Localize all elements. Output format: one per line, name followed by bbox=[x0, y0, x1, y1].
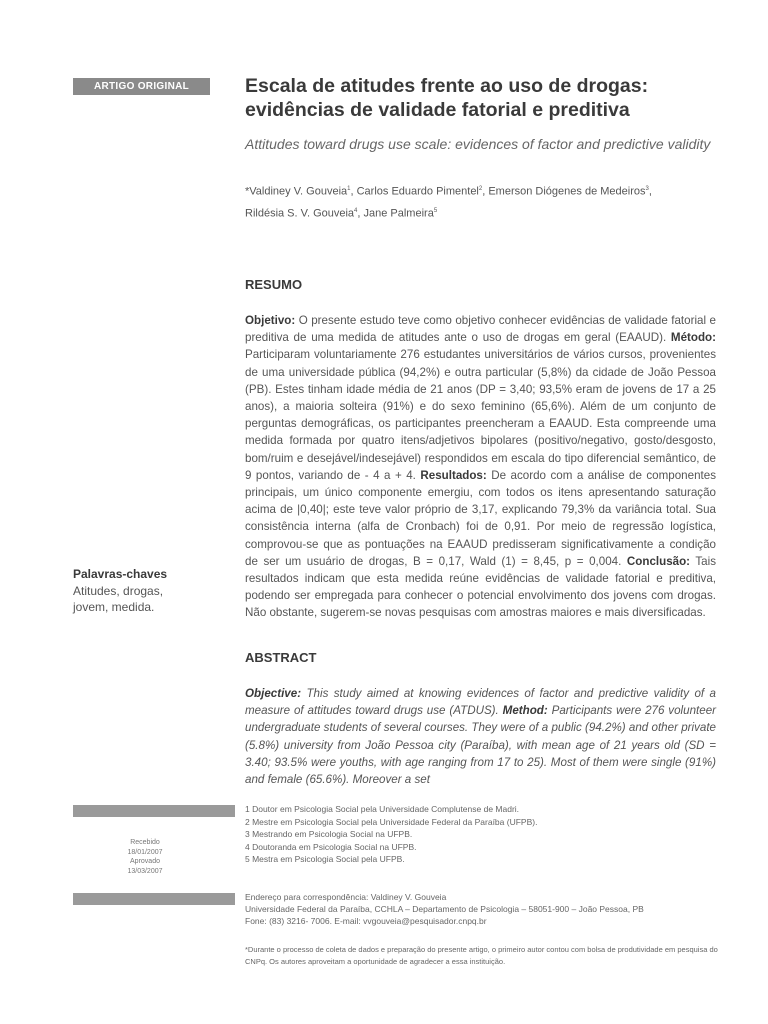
objective-text: This study aimed at knowing evidences of factor and predictive validity of a measure of attitudes toward drugs use (ATDUS). bbox=[245, 687, 716, 718]
author-1: *Valdiney V. Gouveia bbox=[245, 185, 348, 198]
footnote-3: 3 Mestrando em Psicologia Social na UFPB. bbox=[245, 829, 413, 839]
resultados-label: Resultados: bbox=[420, 468, 487, 482]
dates-block bbox=[115, 838, 175, 876]
objetivo-text: O presente estudo teve como objetivo conhecer evidências de validade fatorial e preditiva de uma medida de atitudes ante o uso de drogas em geral (EAAUD). bbox=[245, 314, 716, 345]
metodo-label: Método: bbox=[670, 331, 716, 345]
correspondence-block bbox=[245, 891, 725, 927]
metodo-text: Participaram voluntariamente 276 estudantes universitários de vários cursos, provenientes de uma universidade pública (94,2%) e outra particular (5,8%) da cidade de João Pessoa (PB). Estes tinham idade média de 21 anos (DP = 3,40; 93,5% eram de jovens de 17 a 25 anos), a maioria solteira (91%) e do sexo feminino (65,6%). Além de um conjunto de perguntas demográficas, os participantes preencheram a EAAUD. Esta compreende uma medida formada por quatro itens/adjetivos bipolares (positivo/negativo, gosto/desgosto, bom/ruim e desejável/indesejável) respondidos em escala do tipo diferencial semântico, de 9 pontos, variando de - 4 a + 4. bbox=[245, 348, 716, 482]
author-3: , Emerson Diógenes de Medeiros bbox=[482, 185, 646, 198]
approved-label: Aprovado bbox=[130, 858, 160, 865]
author-2-affil: 2 bbox=[478, 186, 483, 192]
article-type-badge: ARTIGO ORIGINAL bbox=[73, 78, 210, 95]
correspondence-line-3: Fone: (83) 3216- 7006. E-mail: vvgouveia@pesquisador.cnpq.br bbox=[245, 916, 487, 926]
footnote-1: 1 Doutor em Psicologia Social pela Universidade Complutense de Madri. bbox=[245, 804, 520, 814]
author-1-affil: 1 bbox=[347, 186, 351, 192]
resumo-heading: RESUMO bbox=[245, 277, 303, 292]
objective-label: Objective: bbox=[245, 687, 302, 700]
objetivo-label: Objetivo: bbox=[245, 314, 296, 327]
keywords-body: Atitudes, drogas, jovem, medida. bbox=[73, 584, 164, 614]
conclusao-label: Conclusão: bbox=[626, 554, 691, 568]
footnote-divider-bar bbox=[73, 805, 235, 817]
correspondence-line-1: Endereço para correspondência: Valdiney V. Gouveia bbox=[245, 892, 447, 902]
author-2: , Carlos Eduardo Pimentel bbox=[350, 185, 479, 198]
author-4: Rildésia S. V. Gouveia bbox=[245, 207, 355, 220]
author-list: *Valdiney V. Gouveia$^1$, Carlos Eduardo Pimentel$^2$, Emerson Diógenes de Medeiros$^3$, Rildésia S. V. Gouveia$^4$, Jane Palmeira$^5$ bbox=[245, 185, 652, 220]
received-date: 18/01/2007 bbox=[127, 848, 163, 856]
footnote-4: 4 Doutoranda em Psicologia Social na UFPB. bbox=[245, 841, 417, 852]
keywords-title: Palavras-chaves bbox=[73, 567, 168, 581]
received-label: Recebido bbox=[130, 839, 160, 846]
footnote-5: 5 Mestra em Psicologia Social pela UFPB. bbox=[245, 854, 405, 864]
correspondence-line-2: Universidade Federal da Paraíba, CCHLA – Departamento de Psicologia – 58051-900 – João Pessoa, PB bbox=[245, 904, 644, 914]
abstract-body bbox=[245, 685, 716, 788]
resultados-text: De acordo com a análise de componentes principais, um único componente emergiu, com todos os itens apresentando saturação acima de |0,40|; este teve valor próprio de 3,17, explicando 79,3% da variância total. Sua consistência interna (alfa de Cronbach) foi de 0,91. Por meio de regressão logística, comprovou-se que as pontuações na EAAUD predisseram significativamente a condição de ser um usuário de drogas, B = 0,17, Wald (1) = 8,45, p = 0,004. bbox=[245, 468, 716, 568]
approved-date: 13/03/2007 bbox=[127, 867, 163, 875]
method-label: Method: bbox=[502, 704, 548, 718]
title-line-2: evidências de validade fatorial e preditiva bbox=[245, 99, 630, 121]
acknowledgement-note: *Durante o processo de coleta de dados e preparação do presente artigo, o primeiro autor contou com bolsa de produtividade em pesquisa do CNPq. Os autores aproveitam a oportunidade de agradecer a essa instituição. bbox=[245, 945, 718, 966]
author-5: , Jane Palmeira bbox=[357, 207, 434, 220]
author-4-affil: 4 bbox=[354, 207, 358, 214]
article-title bbox=[245, 74, 725, 122]
method-text: Participants were 276 volunteer undergraduate students of several courses. They were of a public (94.2%) and other private (5.8%) university from João Pessoa city (Paraíba), with mean age of 21 years old (SD = 3.40; 93.5% were youths, with age ranging from 17 to 25). Most of them were single (91%) and female (65.6%). Moreover a set bbox=[245, 704, 717, 787]
conclusao-text: Tais resultados indicam que esta medida reúne evidências de validade fatorial e preditiva, podendo ser empregada para conhecer o potencial envolvimento dos jovens com drogas. Não obstante, sugerem-se novas pesquisas com amostras maiores e mais diversificadas. bbox=[245, 554, 717, 620]
correspondence-divider-bar bbox=[73, 893, 235, 905]
affiliation-footnotes bbox=[245, 803, 725, 866]
author-5-affil: 5 bbox=[433, 207, 438, 214]
title-line-1: Escala de atitudes frente ao uso de drogas: bbox=[245, 75, 649, 97]
author-3-affil: 3 bbox=[645, 186, 649, 192]
abstract-heading: ABSTRACT bbox=[245, 650, 317, 665]
footnote-2: 2 Mestre em Psicologia Social pela Universidade Federal da Paraíba (UFPB). bbox=[245, 816, 538, 827]
resumo-body bbox=[245, 312, 716, 622]
article-subtitle: Attitudes toward drugs use scale: evidences of factor and predictive validity bbox=[245, 136, 711, 152]
